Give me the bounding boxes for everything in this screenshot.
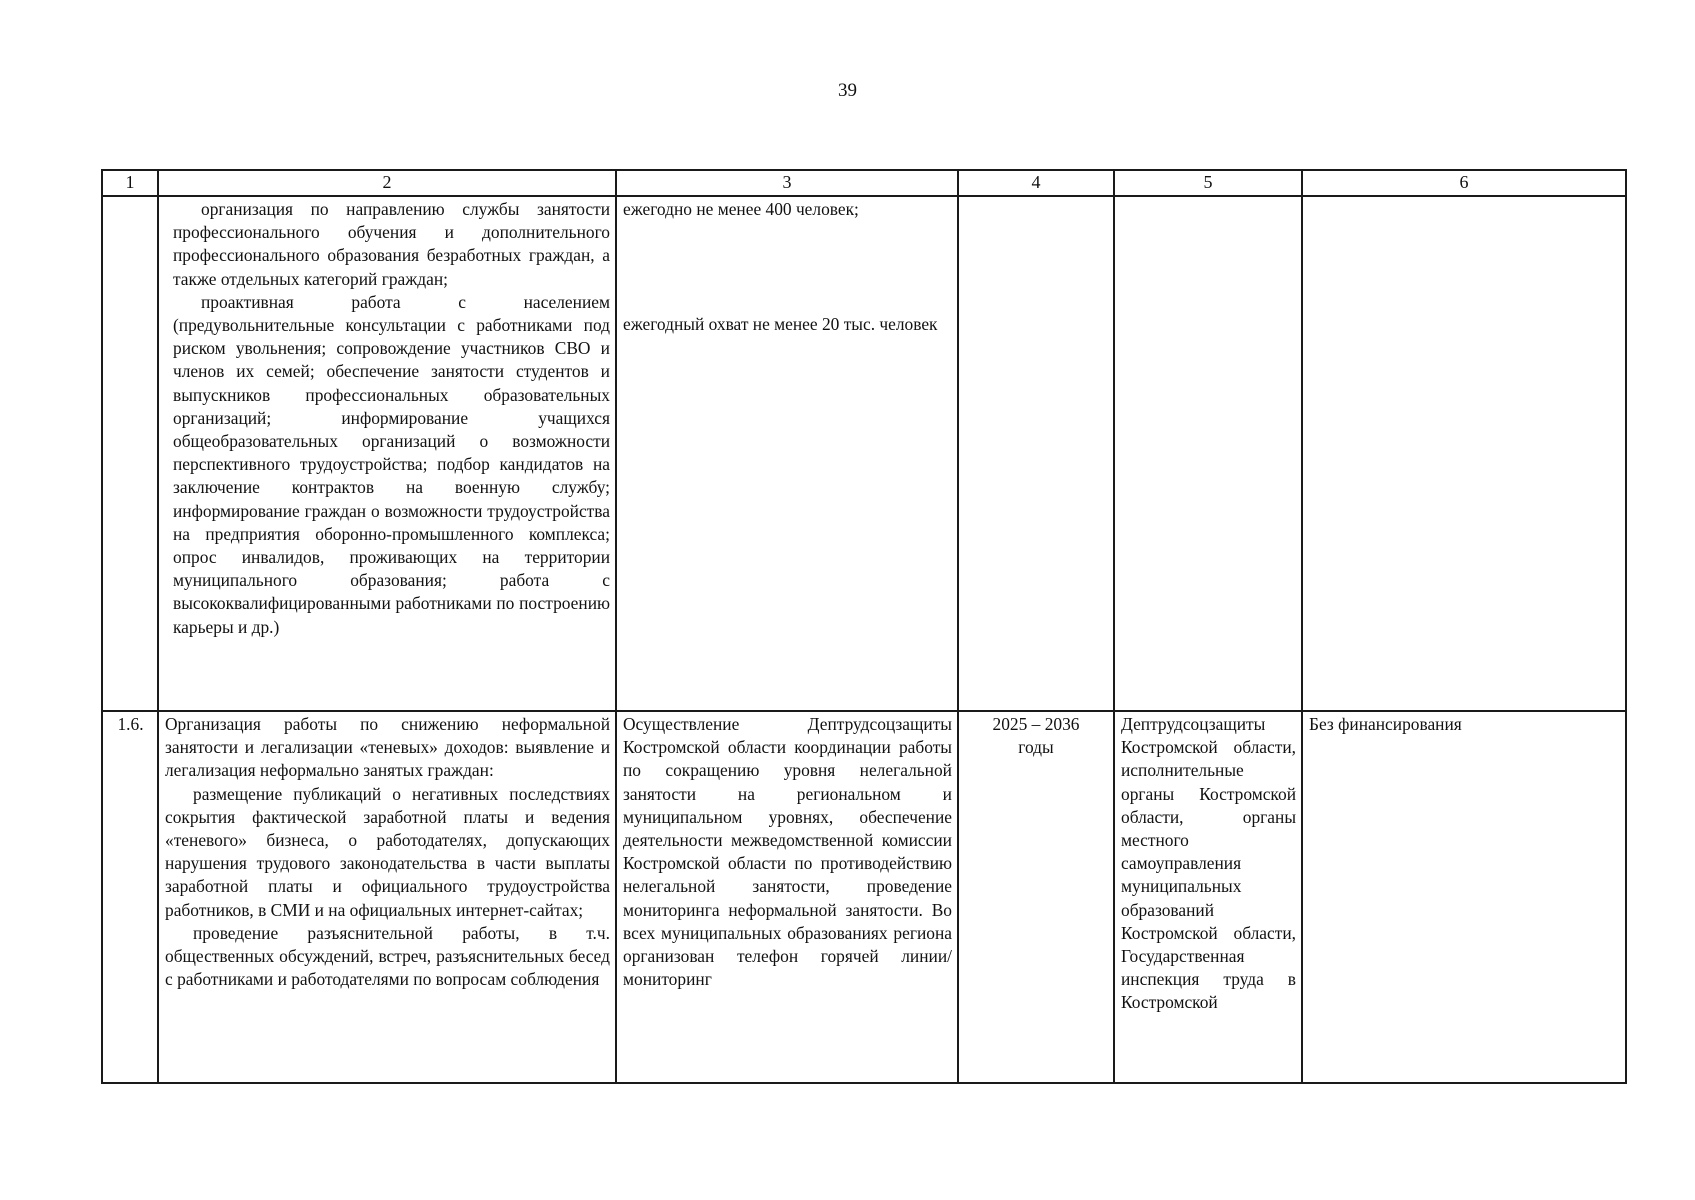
period-cell bbox=[958, 711, 1114, 1083]
funding-cell bbox=[1302, 711, 1626, 1083]
column-number-2: 2 bbox=[158, 170, 616, 196]
responsible-cell-empty bbox=[1114, 196, 1302, 711]
responsible-cell bbox=[1114, 711, 1302, 1083]
column-number-3: 3 bbox=[616, 170, 958, 196]
table-row-continuation bbox=[102, 196, 1626, 711]
column-number-4: 4 bbox=[958, 170, 1114, 196]
indicator-cell bbox=[616, 196, 958, 711]
measure-text-publications: размещение публикаций о негативных последствиях сокрытия фактической заработной платы и ведения «теневого» бизнеса, о работодателях, допускающих нарушения трудового законодательства в части выплаты заработной платы и официального трудоустройства работников, в СМИ и на официальных интернет-сайтах; bbox=[165, 783, 610, 920]
row-number: 1.6. bbox=[117, 714, 144, 734]
column-number-6: 6 bbox=[1302, 170, 1626, 196]
indicator-cell bbox=[616, 711, 958, 1083]
measure-text-training: организация по направлению службы занятости профессионального обучения и дополнительного профессионального образования безработных граждан, а также отдельных категорий граждан; bbox=[173, 199, 610, 289]
measure-text-proactive-work: проактивная работа с населением (предувольнительные консультации с работниками под риском увольнения; сопровождение участников СВО и членов их семей; обеспечение занятости студентов и выпускников профессиональных образовательных организаций; информирование учащихся общеобразовательных организаций о возможности перспективного трудоустройства; подбор кандидатов на заключение контрактов на военную службу; информирование граждан о возможности трудоустройства на предприятия оборонно-промышленного комплекса; опрос инвалидов, проживающих на территории муниципального образования; работа с высококвалифицированными работниками по построению карьеры и др.) bbox=[173, 291, 610, 637]
row-number-cell bbox=[102, 711, 158, 1083]
column-number-header-row bbox=[102, 170, 1626, 196]
indicator-text-training: ежегодно не менее 400 человек; bbox=[623, 199, 859, 219]
indicator-text-coverage: ежегодный охват не менее 20 тыс. человек bbox=[623, 314, 938, 335]
period-cell-empty bbox=[958, 196, 1114, 711]
indicator-text-coordination: Осуществление Дептрудсоцзащиты Костромской области координации работы по сокращению уровня нелегальной занятости на региональном и муниципальном уровнях, обеспечение деятельности межведомственной комиссии Костромской области по противодействию нелегальной занятости, проведение мониторинга неформальной занятости. Во всех муниципальных образованиях региона организован телефон горячей линии/мониторинг bbox=[623, 714, 952, 990]
column-number-1: 1 bbox=[102, 170, 158, 196]
program-measures-table bbox=[101, 169, 1627, 1084]
funding-text: Без финансирования bbox=[1309, 714, 1462, 734]
column-number-5: 5 bbox=[1114, 170, 1302, 196]
measure-text-explanatory-work: проведение разъяснительной работы, в т.ч. общественных обсуждений, встреч, разъяснительных бесед с работниками и работодателями по вопросам соблюдения bbox=[165, 922, 610, 990]
measure-description-cell bbox=[158, 711, 616, 1083]
measure-text-informal-employment: Организация работы по снижению неформальной занятости и легализации «теневых» доходов: выявление и легализация неформально занятых граждан: bbox=[165, 714, 610, 781]
page-number: 39 bbox=[838, 80, 857, 101]
measure-description-cell bbox=[158, 196, 616, 711]
table-row-1-6 bbox=[102, 711, 1626, 1083]
period-text: 2025 – 2036 годы bbox=[992, 714, 1080, 758]
responsible-text: Дептрудсоцзащиты Костромской области, исполнительные органы Костромской области, органы местного самоуправления муниципальных образований Костромской области, Государственная инспекция труда в Костромской bbox=[1121, 714, 1296, 1013]
row-number-cell-empty bbox=[102, 196, 158, 711]
funding-cell-empty bbox=[1302, 196, 1626, 711]
